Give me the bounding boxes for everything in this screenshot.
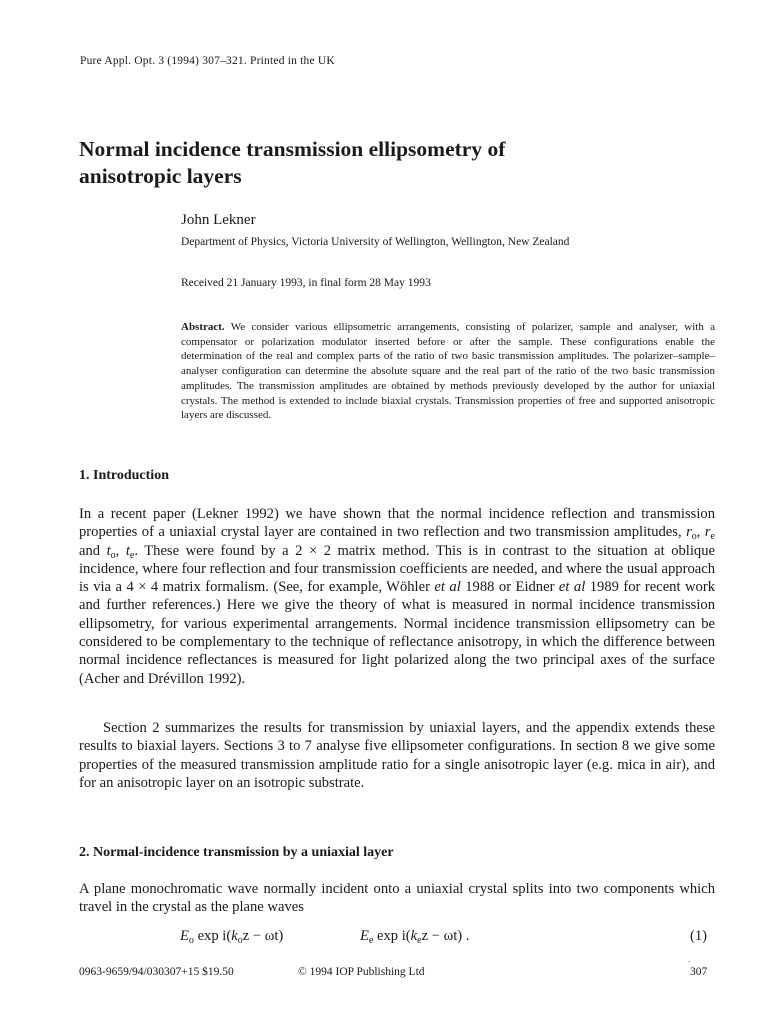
author-name: John Lekner: [181, 212, 256, 228]
math-symbol-k: k: [410, 928, 418, 944]
math-symbol-t: t: [106, 542, 111, 559]
math-symbol-k: k: [231, 928, 238, 944]
equation-1: [0, 928, 768, 950]
equation-term-ordinary: [180, 928, 283, 945]
abstract-text: We consider various ellipsometric arrangements, consisting of polarizer, sample and analyser, with a compensator or polarization modulator inserted before or after the sample. These configurations enable the determination of the real and complex parts of the ratio of two basic transmission amplitudes. The polarizer–sample–analyser configuration can determine the absolute square and the real part of the ratio of the two basic transmission amplitudes. The transmission amplitudes are obtained by methods previously developed by the author for uniaxial crystals. The method is extended to include biaxial crystals. Transmission properties of free and supported anisotropic layers are discussed.: [181, 321, 716, 422]
footer-article-code: 0963-9659/94/030307+15 $19.50: [79, 966, 234, 978]
math-subscript: e: [129, 549, 135, 561]
text-run: exp i(: [373, 928, 411, 944]
et-al: et al: [558, 579, 586, 596]
math-symbol-r: r: [704, 524, 711, 541]
section2-paragraph-1: A plane monochromatic wave normally incident onto a uniaxial crystal splits into two components which travel in the crystal as the plane waves: [79, 881, 715, 916]
text-run: exp i(: [193, 928, 232, 944]
introduction-paragraph-1: [79, 505, 715, 688]
paper-title: [79, 136, 639, 190]
math-subscript: e: [417, 935, 422, 946]
et-al: et al: [434, 579, 461, 596]
math-symbol-r: r: [686, 524, 692, 541]
text-run: ,: [696, 524, 705, 541]
footer-mark: .: [688, 954, 691, 964]
text-run: ,: [115, 542, 126, 559]
text-run: . These were found by a 2 × 2 matrix method. This is in contrast to the situation at oblique incidence, where four reflection and four transmission coefficients are needed, and where the usual approach is via a 4 × 4 matrix formalism. (See, for example, Wöhler: [79, 542, 715, 596]
math-symbol-E: E: [360, 928, 369, 944]
text-run: 1989 for recent work and further references.) Here we give the theory of what is measured in normal incidence transmission ellipsometry, for various experimental arrangements. Normal incidence transmission ellipsometry can be considered to be complementary to the technique of reflectance anisotropy, in which the difference between normal incidence reflectances is measured for light polarized along the two principal axes of the surface (Acher and Drévillon 1992).: [79, 579, 715, 687]
journal-citation: Pure Appl. Opt. 3 (1994) 307–321. Printed in the UK: [80, 55, 335, 67]
math-symbol-E: E: [180, 928, 189, 944]
footer-copyright: © 1994 IOP Publishing Ltd: [298, 966, 425, 978]
math-subscript: e: [368, 935, 374, 946]
equation-number: (1): [690, 928, 708, 944]
math-subscript: e: [710, 531, 715, 543]
introduction-paragraph-2: Section 2 summarizes the results for transmission by uniaxial layers, and the appendix extends these results to biaxial layers. Sections 3 to 7 analyse five ellipsometer configurations. In section 8 we give some properties of the measured transmission amplitude ratio for a single anisotropic layer (e.g. mica in air), and for an anisotropic layer on an isotropic substrate.: [79, 720, 715, 791]
text-run: z − ωt): [242, 928, 284, 944]
abstract-label: Abstract.: [181, 321, 225, 333]
math-subscript: o: [691, 531, 697, 543]
section-heading-introduction: 1. Introduction: [79, 468, 169, 483]
text-run: and: [79, 542, 107, 559]
math-subscript: o: [110, 549, 116, 561]
author-affiliation: Department of Physics, Victoria University of Wellington, Wellington, New Zealand: [181, 236, 570, 248]
title-line-1: Normal incidence transmission ellipsometry of: [79, 137, 506, 161]
equation-term-extraordinary: [360, 928, 469, 945]
section-heading-uniaxial: 2. Normal-incidence transmission by a uniaxial layer: [79, 845, 394, 860]
text-run: 1988 or Eidner: [460, 579, 559, 596]
abstract: [181, 320, 715, 423]
title-line-2: anisotropic layers: [79, 164, 242, 188]
text-run: In a recent paper (Lekner 1992) we have shown that the normal incidence reflection and transmission properties of a uniaxial crystal layer are contained in two reflection and two transmission amplitudes,: [79, 506, 715, 541]
text-run: z − ωt) .: [421, 928, 470, 944]
math-subscript: o: [188, 935, 194, 946]
received-date: Received 21 January 1993, in final form 28 May 1993: [181, 277, 431, 289]
math-subscript: o: [237, 935, 243, 946]
math-symbol-t: t: [125, 542, 130, 559]
page-number: 307: [690, 966, 708, 978]
